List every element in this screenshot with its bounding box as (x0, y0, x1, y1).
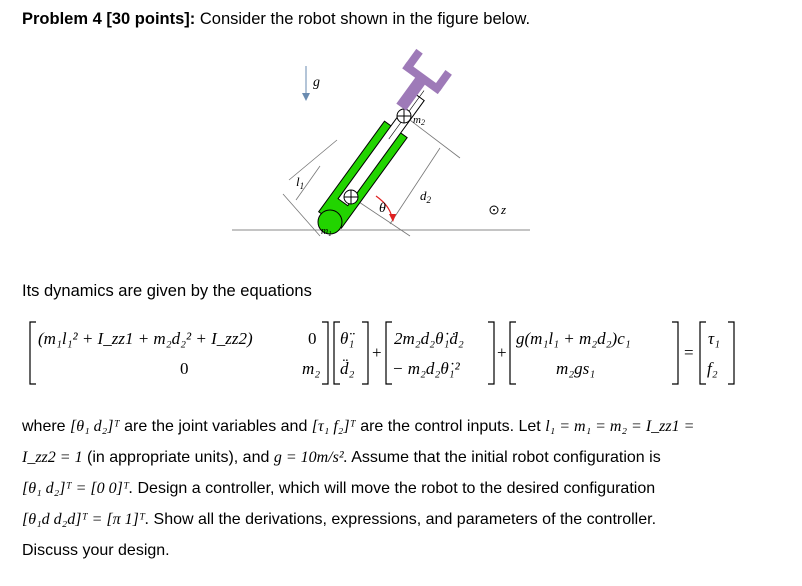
mass2-label: m2 (413, 114, 425, 127)
gripper-finger-left (405, 49, 423, 70)
gravity-g2: m₂gs₁ (556, 359, 596, 378)
text-joint-vars: are the joint variables and (124, 418, 308, 435)
gravity-label: g (313, 75, 320, 90)
input-u2: f₂ (707, 359, 718, 378)
text-line-4 (22, 504, 782, 535)
l1-label: $l_1$ (296, 174, 305, 191)
initial-config-vector: [θ₁ d₂]ᵀ = [0 0]ᵀ. (22, 480, 134, 497)
params-1: l₁ = m₁ = m₂ = I_zz1 = (545, 418, 695, 435)
inertia-m21: 0 (180, 359, 189, 378)
coriolis-c2: − m₂d₂θ̇₁² (392, 359, 460, 378)
joint-vector: [θ₁ d₂]ᵀ (70, 418, 120, 435)
input-bracket-left (700, 322, 706, 384)
coriolis-c1: 2m₂d₂θ̇₁ḋ₂ (394, 329, 464, 348)
inertia-m11: (m₁l₁² + I_zz1 + m₂d₂² + I_zz2) (38, 329, 253, 348)
link1-group (319, 82, 436, 228)
gravity-g1: g(m₁l₁ + m₂d₂)c₁ (516, 329, 631, 348)
params-2: I_zz2 = 1 (22, 449, 83, 466)
mass1-label: $m_1$ (321, 226, 332, 238)
inertia-bracket-right (322, 322, 328, 384)
problem-text (22, 411, 782, 566)
z-label: z (501, 202, 507, 217)
plus-sign-1: + (372, 343, 382, 362)
inertia-bracket-left (30, 322, 36, 384)
text-control-inputs: are the control inputs. Let (360, 418, 541, 435)
coriolis-bracket-right (488, 322, 494, 384)
text-initial-config: Assume that the initial robot configuration is (351, 449, 661, 466)
accel-bracket-right (362, 322, 368, 384)
link2-slider (338, 94, 424, 206)
plus-sign-2: + (497, 343, 507, 362)
text-units: (in appropriate units), and (87, 449, 270, 466)
text-where: where (22, 418, 66, 435)
text-line-3 (22, 473, 782, 504)
text-line-5: Discuss your design. (22, 542, 170, 559)
theta-arrowhead (389, 214, 396, 222)
problem-heading: Problem 4 [30 points]: (22, 10, 196, 28)
d2-label: $d_2$ (420, 188, 431, 205)
theta-label: θ (379, 201, 386, 216)
text-show-derivations: Show all the derivations, expressions, and parameters of the controller. (153, 511, 657, 528)
d2-dimension (390, 148, 440, 224)
accel-q2: d̈₂ (340, 359, 355, 378)
gravity-value: g = 10m/s². (273, 449, 348, 466)
inertia-m22: m₂ (302, 359, 321, 378)
equals-sign: = (684, 343, 694, 362)
d2-ext-top (402, 114, 460, 158)
input-u1: τ₁ (708, 329, 720, 348)
input-vector: [τ₁ f₂]ᵀ (311, 418, 356, 435)
dynamics-intro: Its dynamics are given by the equations (22, 282, 312, 300)
problem-statement: Consider the robot shown in the figure below. (199, 10, 531, 28)
dynamics-equation (0, 318, 802, 390)
gravity-bracket-right (672, 322, 678, 384)
gravity-arrowhead (302, 93, 310, 101)
inertia-m12: 0 (308, 329, 317, 348)
input-bracket-right (728, 322, 734, 384)
text-line-1 (22, 411, 782, 442)
desired-config-vector: [θ₁d d₂d]ᵀ = [π 1]ᵀ. (22, 511, 150, 528)
gripper-finger-right (434, 70, 452, 91)
text-design-controller: Design a controller, which will move the robot to the desired configuration (137, 480, 656, 497)
z-axis-dot (493, 209, 495, 211)
text-line-2 (22, 442, 782, 473)
accel-q1: θ̈₁ (340, 329, 355, 348)
